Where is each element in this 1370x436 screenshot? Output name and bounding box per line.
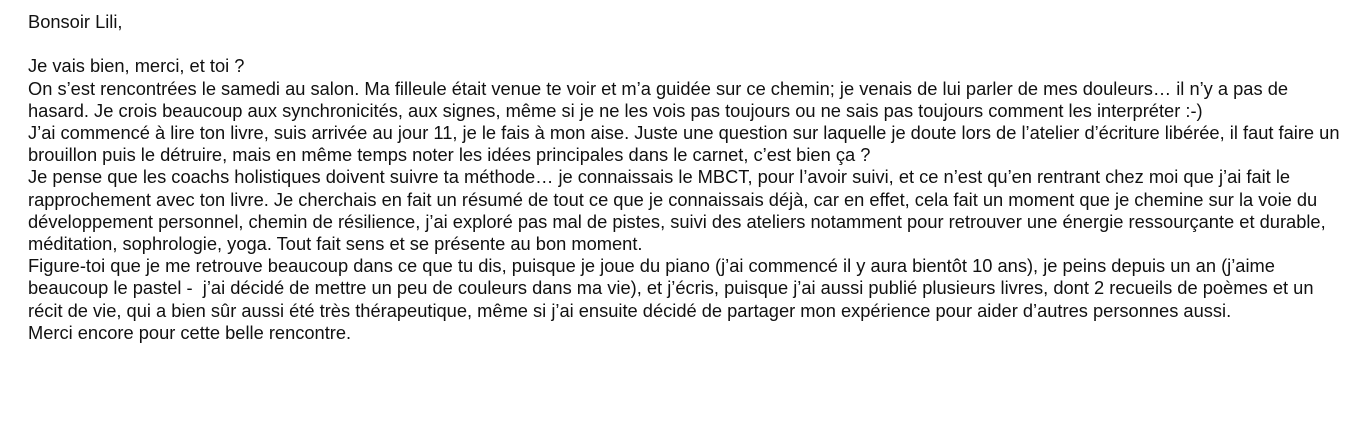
greeting: Bonsoir Lili, (28, 11, 123, 32)
email-body (28, 11, 1353, 344)
paragraph-book-question: J’ai commencé à lire ton livre, suis arrivée au jour 11, je le fais à mon aise. Juste une question sur laquelle je doute lors de l’atelier d’écriture libérée, il faut faire un brouillon puis le détruire, mais en même temps noter les idées principales dans le carnet, c’est bien ça ? (28, 122, 1345, 166)
paragraph-method: Je pense que les coachs holistiques doivent suivre ta méthode… je connaissais le MBCT, pour l’avoir suivi, et ce n’est qu’en rentrant chez moi que j’ai fait le rapprochement avec ton livre. Je cherchais en fait un résumé de tout ce que je connaissais déjà, car en effet, cela fait un moment que je chemine sur la voie du développement personnel, chemin de résilience, j’ai exploré pas mal de pistes, suivi des ateliers notamment pour retrouver une énergie ressourçante et durable, méditation, sophrologie, yoga. Tout fait sens et se présente au bon moment. (28, 166, 1331, 255)
paragraph-hobbies: Figure-toi que je me retrouve beaucoup dans ce que tu dis, puisque je joue du piano (j’ai commencé il y aura bientôt 10 ans), je peins depuis un an (j’aime beaucoup le pastel - j’ai décidé de mettre un peu de couleurs dans ma vie), et j’écris, puisque j’ai aussi publié plusieurs livres, dont 2 recueils de poèmes et un récit de vie, qui a bien sûr aussi été très thérapeutique, même si j’ai ensuite décidé de partager mon expérience pour aider d’autres personnes aussi. (28, 255, 1319, 321)
paragraph-meeting: On s’est rencontrées le samedi au salon. Ma filleule était venue te voir et m’a guidée sur ce chemin; je venais de lui parler de mes douleurs… il n’y a pas de hasard. Je crois beaucoup aux synchronicités, aux signes, même si je ne les vois pas toujours ou ne sais pas toujours comment les interpréter :-) (28, 77, 1294, 121)
paragraph-thanks: Merci encore pour cette belle rencontre. (28, 321, 352, 343)
blank-line (28, 33, 1353, 55)
paragraph-reply: Je vais bien, merci, et toi ? (28, 55, 245, 77)
